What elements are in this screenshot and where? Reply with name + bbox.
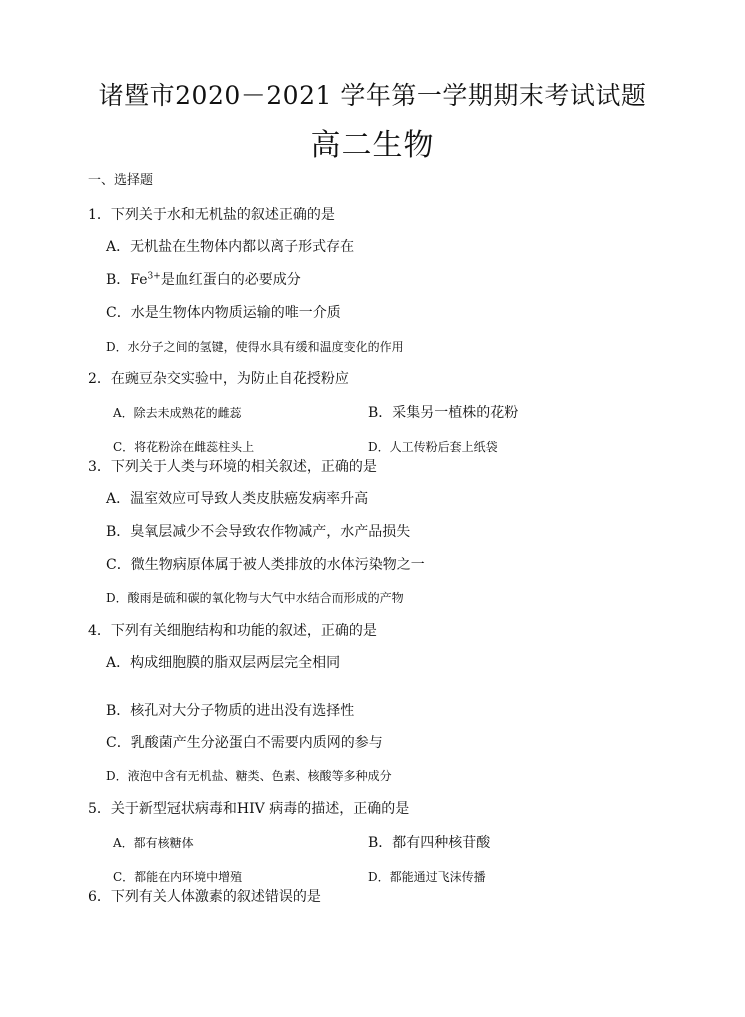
question-4-option-b: B．核孔对大分子物质的进出没有选择性 (106, 703, 355, 719)
option-b-text: 是血红蛋白的必要成分 (160, 272, 301, 288)
question-3-option-b: B．臭氧层减少不会导致农作物减产，水产品损失 (106, 524, 411, 540)
question-2-option-b: B．采集另一植株的花粉 (368, 405, 519, 421)
question-2-option-c: C．将花粉涂在雌蕊柱头上 (113, 440, 255, 454)
question-5-option-c: C．都能在内环境中增殖 (113, 870, 243, 884)
question-4-option-c: C．乳酸菌产生分泌蛋白不需要内质网的参与 (106, 735, 383, 751)
question-3-option-c: C．微生物病原体属于被人类排放的水体污染物之一 (106, 557, 425, 573)
question-4-option-a: A．构成细胞膜的脂双层两层完全相同 (106, 655, 341, 671)
question-3-option-d: D．酸雨是硫和碳的氧化物与大气中水结合而形成的产物 (106, 591, 404, 605)
question-1-option-b (106, 271, 301, 289)
option-b-prefix: B．Fe (106, 272, 148, 288)
exam-title: 诸暨市2020－2021 学年第一学期期末考试试题 (98, 81, 647, 110)
question-3-option-a: A．温室效应可导致人类皮肤癌发病率升高 (106, 491, 369, 507)
question-1-stem: 1．下列关于水和无机盐的叙述正确的是 (88, 207, 335, 223)
section-heading: 一、选择题 (88, 173, 154, 188)
question-3-stem: 3．下列关于人类与环境的相关叙述，正确的是 (88, 459, 377, 475)
question-2-option-a: A．除去未成熟花的雌蕊 (113, 406, 242, 420)
question-2-stem: 2．在豌豆杂交实验中，为防止自花授粉应 (88, 371, 349, 387)
question-5-option-d: D．都能通过飞沫传播 (368, 870, 486, 884)
question-2-option-d: D．人工传粉后套上纸袋 (368, 440, 498, 454)
question-4-option-d: D．液泡中含有无机盐、糖类、色素、核酸等多种成分 (106, 769, 392, 783)
question-1-option-a: A．无机盐在生物体内都以离子形式存在 (106, 239, 355, 255)
question-6-stem: 6．下列有关人体激素的叙述错误的是 (88, 889, 321, 905)
question-1-option-c: C．水是生物体内物质运输的唯一介质 (106, 305, 341, 321)
iron-charge-superscript: 3+ (147, 271, 161, 282)
question-4-stem: 4．下列有关细胞结构和功能的叙述，正确的是 (88, 623, 377, 639)
question-5-option-a: A．都有核糖体 (113, 836, 194, 850)
subject-title: 高二生物 (310, 128, 435, 163)
question-5-stem: 5．关于新型冠状病毒和HIV 病毒的描述，正确的是 (88, 801, 410, 817)
question-1-option-d: D．水分子之间的氢键，使得水具有缓和温度变化的作用 (106, 340, 404, 354)
question-5-option-b: B．都有四种核苷酸 (368, 835, 491, 851)
